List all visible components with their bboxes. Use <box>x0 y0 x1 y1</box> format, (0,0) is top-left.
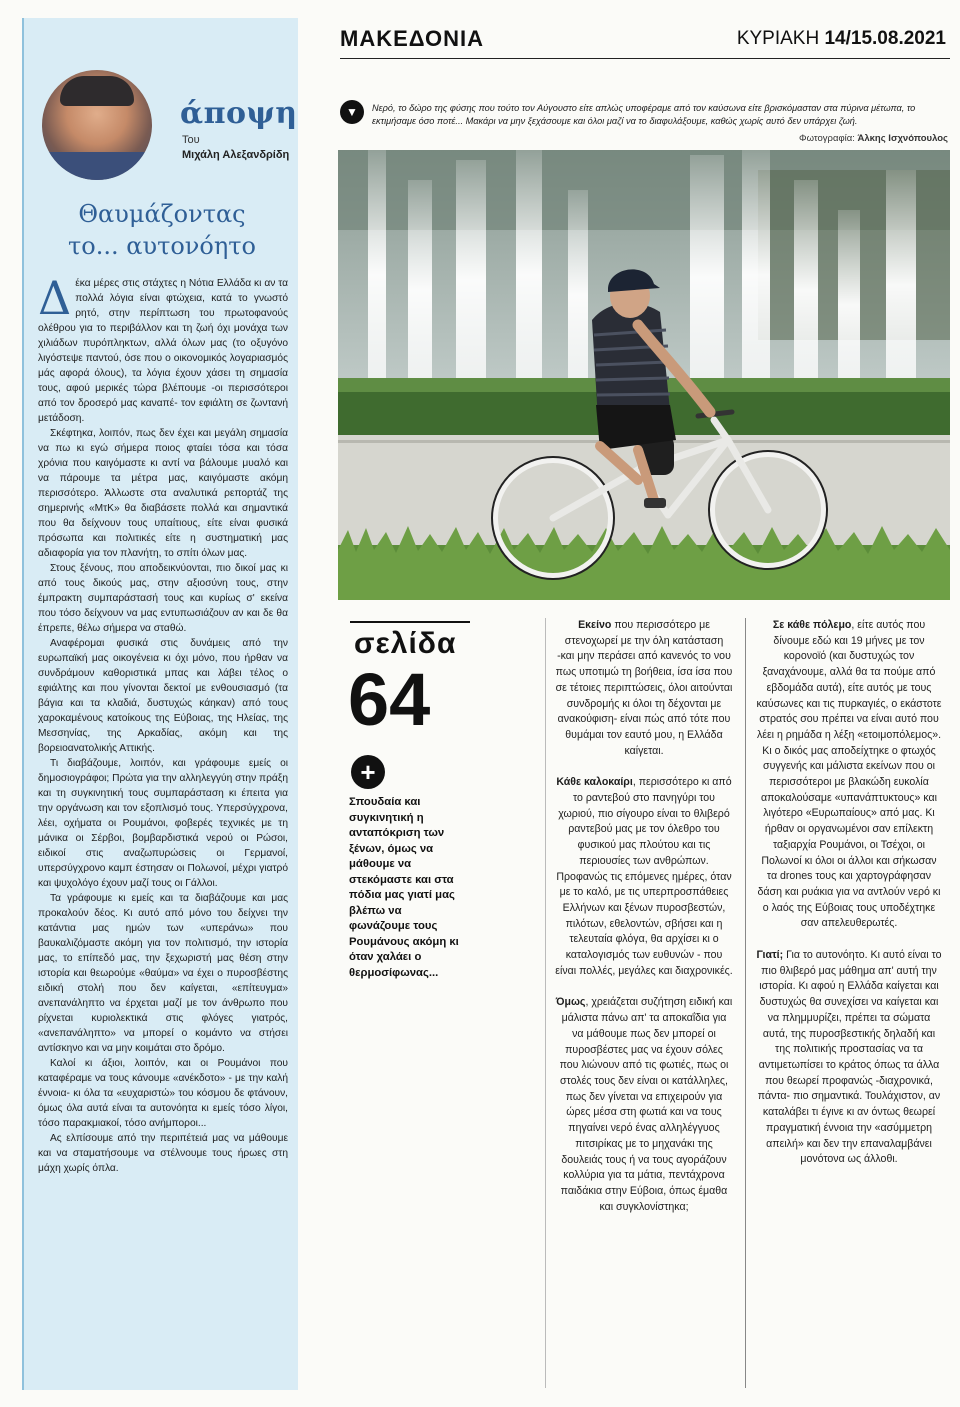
issue-date <box>737 28 946 50</box>
sidebar-rule <box>350 621 470 623</box>
photographer-name: Άλκης Ισχνόπουλος <box>857 133 948 144</box>
cyclist-fountain-photo <box>338 150 950 600</box>
opinion-column <box>22 18 298 1390</box>
masthead <box>340 24 950 59</box>
column-paragraph: Κάθε καλοκαίρι, περισσότερο κι από το ραντεβού στο πανηγύρι του χωριού, πιο σίγουρο είναι το θλιβερό ραντεβού μας με τον όλεθρο του φυσικού μας πλούτου και τις περιουσίες των ανθρώπων. Προφανώς τις επόμενες ημέρες, όταν με το καλό, με τις υπερπροσπάθειες Ελλήνων και ξένων πυροσβεστών, πιλότων, εθελοντών, σβήσει και η τελευταία φλόγα, θα αρχίσει κι ο καταλογισμός των ευθυνών - που είναι πολλές, μεγάλες και διαχρονικές. <box>555 776 733 977</box>
issue-date-value: 14/15.08.2021 <box>824 28 946 49</box>
author-prefix: Του <box>182 134 200 146</box>
column-paragraph: Σε κάθε πόλεμο, είτε αυτός που δίνουμε εδώ και 19 μήνες με τον κορονοϊό (και δυστυχώς τον ξαναχάνουμε, αλλά θα τα πούμε από εβδομάδα αυτά), είτε αυτός με τους καύσωνες και τις πυρκαγιές, ο εκάστοτε στρατός σου πρέπει να είναι αυτό που λέει η ρημάδα η λέξη «ετοιμοπόλεμος». Κι ο δικός μας αποδείχτηκε ο φτωχός συγγενής και μάλιστα εκείνων που οι περισσότεροι με βλακώδη ευκολία αποκαλούσαμε «υπανάπτυκτους» και λιγότερο «Ευρωπαίους» από μας. Κι ήρθαν οι οργανωμένοι σαν επίλεκτη ταξιαρχία Ρουμάνοι, οι Τσέχοι, οι Πολωνοί κι όλοι οι άλλοι και σήκωσαν τα drones τους και χαρτογράφησαν δάση και ρυάκια για να αντλούν νερό κι ο λαός της Εύβοιας τους υποδέχτηκε σαν απελευθερωτές. <box>756 619 942 930</box>
headline-line-2: το... αυτονόητο <box>68 232 256 260</box>
column-paragraph: Εκείνο που περισσότερο με στενοχωρεί με την όλη κατάσταση -και μην περάσει από κανενός το νου πως υποτιμώ τη βοήθεια, ίσα ίσα που σε τέτοιες περιπτώσεις, όλοι αιτούνται συνδρομής κι όλοι τη δέχονται με ανακούφιση- είναι πώς από τότε που θυμάμαι τον εαυτό μου, η Ελλάδα καίγεται. <box>555 619 733 757</box>
article-paragraph: Τι διαβάζουμε, λοιπόν, και γράφουμε εμείς οι δημοσιογράφοι; Πρώτα για την αλληλεγγύη στην πράξη και τη συγκινητική τους συμπαράσταση κι έπειτα για την οργάνωση και τον εξοπλισμό τους. Υπερσύγχρονα, λέει, οχήματα οι Ρουμάνοι, φοβερές τεχνικές με τη μάνικα οι Σέρβοι, βομβαρδιστικά νερού οι Ρώσοι, ειδικοί στις αναζωπυρώσεις οι Γερμανοί, υπερσύγχρονο καμπ έστησαν οι Πολωνοί, μέχρι γιατρό και ψυχολόγο έχουν μαζί τους οι Γάλλοι. <box>38 758 288 889</box>
plus-icon: + <box>351 755 385 789</box>
article-headline <box>24 198 300 262</box>
article-paragraph: Καλοί κι άξιοι, λοιπόν, και οι Ρουμάνοι που καταφέραμε να τους κάνουμε «ανέκδοτο» - με την καλή έννοια- κι όλα τα «ευχαριστώ» του κόσμου δε φτάνουν, όμως όλα αυτά είναι τα αυτονόητα κι εμείς τόσο λίγοι, τόσο παρακμιακοί, τόσο ανήμποροι... <box>38 1058 288 1129</box>
issue-day: ΚΥΡΙΑΚΗ <box>736 28 820 49</box>
author-name: Μιχάλη Αλεξανδρίδη <box>182 149 290 161</box>
article-paragraph: Σκέφτηκα, λοιπόν, πως δεν έχει και μεγάλη σημασία να πω κι εγώ σήμερα ποιος φταίει τόσα και τόσα χρόνια που καιγόμαστε κι αντί να βάλουμε μυαλό και να πάρουμε τα μέτρα μας, καιγόμαστε ακόμη περισσότερο. Άλλωστε στα αναλυτικά ρεπορτάζ της σημερινής «ΜτΚ» θα διαβάσετε πολλά και σημαντικά που θα δείχνουν τους υπαίτιους, είτε είναι φυσικά πρόσωπα και πολιτικές είτε η συστηματική μας αδιαφορία για τον πλανήτη, το σπίτι όλων μας. <box>38 428 288 559</box>
article-column-middle <box>555 618 733 1231</box>
drop-cap: Δ <box>38 271 72 325</box>
article-paragraph: Στους ξένους, που αποδεικνύονται, πιο δικοί μας κι από τους δικούς μας, στην αξιοσύνη τους, στην έμπρακτη συμπαράστασή τους και κυρίως σ' εκείνα που τόσο δείχνουν να μας εντυπωσιάζουν αν και δε θα έπρεπε, θέλω σήμερα να σταθώ. <box>38 563 288 634</box>
article-paragraph: Τα γράφουμε κι εμείς και τα διαβάζουμε και μας προκαλούν δέος. Κι αυτό από μόνο του δείχνει την κατάντια μας ημών των «υπεράνω» που βαυκαλιζόμαστε ακόμη για τον πολιτισμό, την ιστορία μας, το επίπεδό μας, την ξεχωριστή μας θέση στην ιστορία και θεωρούμε «θαύμα» να έχει ο πυροσβέστης ειδική στολή που δεν καίγεται, «επίτευγμα» ανεπανάληπτο να έρχεται μαζί με τον άνθρωπο που ρίχνεται κυριολεκτικά στις φλόγες γιατρός, «ανεπανάληπτο» να μπορεί ο κομάντο να στήσει αντίσκηνο και να μην κοιμάται στο δρόμο. <box>38 893 288 1054</box>
column-paragraph: Γιατί; Για το αυτονόητο. Κι αυτό είναι το πιο θλιβερό μας μάθημα απ' αυτή την ιστορία. Κι αφού η Ελλάδα καίγεται και δυστυχώς θα συνεχίσει να καίγεται και να πλημμυρίζει, πρέπει τα σώματα αυτά, της πυροσβεστικής δηλαδή και της πολιτικής προστασίας να τα αντιμετωπίσει το κράτος όπως τα άλλα που θεωρεί προφανώς -διαχρονικά, πάντα- πιο σημαντικά. Τουλάχιστον, αν καταλάβει τι έγινε κι αν όντως θεωρεί πραγματική έννοια την «ασύμμετρη απειλή» και δεν την επαναλαμβάνει μονότονα ως άλλοθι. <box>756 949 942 1166</box>
column-divider <box>545 618 546 1388</box>
newspaper-name: ΜΑΚΕΔΟΝΙΑ <box>340 26 484 51</box>
article-body <box>38 271 288 1176</box>
photo-credit <box>799 133 948 144</box>
headline-line-1: Θαυμάζοντας <box>78 200 246 228</box>
column-paragraph: Όμως, χρειάζεται συζήτηση ειδική και μάλιστα πάνω απ' τα αποκαΐδια για να μάθουμε πως δεν μπορεί οι πυροσβέστες μας να έχουν σόλες που λιώνουν από τις φωτιές, πως οι στολές τους δεν είναι οι κατάλληλες, πως δεν γίνεται να επιχειρούν για ώρες μέσα στη φωτιά και να τους πηγαίνει νερό ένας αλληλέγγυος πιτσιρίκας με το μηχανάκι της δουλειάς τους ή να τους αγοράζουν κολλύρια για τα μάτια, πεντάχρονα παιδάκια στην Εύβοια, όπως έμαθα και συγκλονίστηκα; <box>555 996 733 1213</box>
article-paragraph: Αναφέρομαι φυσικά στις δυνάμεις από την ευρωπαϊκή μας οικογένεια κι όχι μόνο, που ήρθαν να συνδράμουν καθοριστικά μπας και λάβει τέλος ο εφιάλτης και που γίνονται δεκτοί με ενθουσιασμό (τα βάγια και τα κλαδιά, δυστυχώς κάηκαν) από τους χαροκαμένους κατοίκους της Εύβοιας, της Ηλείας, της Μεσσηνίας, της Αρκαδίας, ακόμη και της βορειοανατολικής Αττικής. <box>38 638 288 754</box>
author-photo <box>42 70 152 180</box>
page-reference-number: 64 <box>348 658 431 741</box>
article-paragraph: Δέκα μέρες στις στάχτες η Νότια Ελλάδα κι αν τα πολλά λόγια είναι φτώχεια, κατά το γνωστό ρητό, στην περίπτωση του πρωτοφανούς ολέθρου για το περιβάλλον και τη ζωή όχι μονάχα των χιλιάδων πυρόπληκτων, αλλά όλων μας (το οξυγόνο λιγόστεψε παντού, όσε που ο οικονομικός λογαριασμός μάς αφορά όλους), τα λόγια έχουν χάσει τη σημασία τους, αφού μερικές τώρα βλέπουμε -οι περισσότεροι από τον δροσερό μας καναπέ- τον εφιάλτη σε ζωντανή μετάδοση. <box>38 271 288 424</box>
section-title: άποψη <box>180 96 298 131</box>
photo-caption: Νερό, το δώρο της φύσης που τούτο τον Αύγουστο είτε απλώς υποφέραμε από τον καύσωνα είτε βρισκόμασταν στα πύρινα μέτωπα, το εκτιμήσαμε όσο ποτέ... Μακάρι να μην ξεχάσουμε και όλοι μαζί να το διαφυλάξουμε, καθώς χωρίς αυτό δεν υπάρχει ζωή. <box>372 103 916 126</box>
column-divider <box>745 618 746 1388</box>
sidebar-teaser: Σπουδαία και συγκινητική η ανταπόκριση των ξένων, όμως να μάθουμε να στεκόμαστε και στα πόδια μας γιατί μας βλέπω να φωνάζουμε τους Ρουμάνους ακόμη κι όταν χαλάει ο θερμοσίφωνας... <box>349 796 459 979</box>
photo-credit-label: Φωτογραφία: <box>799 133 855 144</box>
article-column-right <box>756 618 942 1184</box>
page-reference-label: σελίδα <box>354 627 457 660</box>
triangle-down-icon: ▼ <box>340 100 364 124</box>
article-paragraph: Ας ελπίσουμε από την περιπέτειά μας να μάθουμε και να σταματήσουμε να στέλνουμε τους ήρωες στη μάχη χωρίς όπλα. <box>38 1133 288 1174</box>
